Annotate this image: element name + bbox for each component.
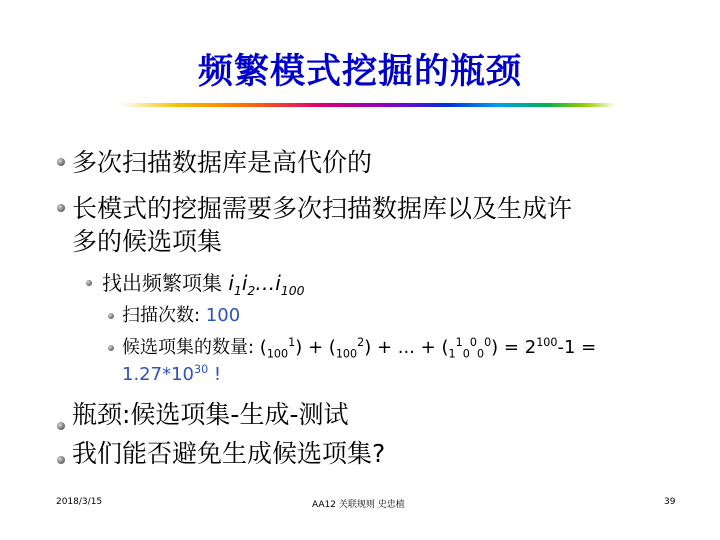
result-mantissa: 1.27*10	[122, 364, 194, 385]
itemset-var: i	[228, 271, 234, 295]
candidate-count-text	[122, 335, 596, 360]
bullet-icon	[57, 158, 65, 166]
bullet-icon	[57, 422, 65, 430]
exponent: 100	[536, 336, 558, 349]
title-rainbow-rule	[120, 103, 616, 107]
binom-k: 2	[357, 336, 365, 349]
plus: +	[302, 337, 329, 358]
scan-count-value: 100	[205, 305, 241, 326]
paren: (	[259, 337, 267, 358]
paren: )	[364, 337, 372, 358]
paren: (	[328, 337, 336, 358]
binom-n: 0	[462, 347, 470, 361]
paren: (	[441, 337, 449, 358]
slide-title: 频繁模式挖掘的瓶颈	[197, 51, 522, 92]
bullet-text-3: 瓶颈:候选项集-生成-测试	[72, 400, 349, 429]
bullet-icon	[57, 204, 65, 212]
binom-k: 0	[484, 336, 492, 349]
itemset-sub: 1	[233, 283, 242, 298]
itemset-var: i	[241, 271, 248, 295]
candidate-count-label: 候选项集的数量:	[122, 337, 260, 358]
itemset-dots: …	[255, 271, 276, 295]
scan-count-label: 扫描次数:	[122, 305, 206, 326]
bullet-text-2-line1: 长模式的挖掘需要多次扫描数据库以及生成许	[72, 194, 573, 223]
bullet-text-2-line2: 多的候选项集	[72, 227, 223, 256]
scan-count-text	[122, 303, 240, 328]
plus-dots: + ... +	[371, 337, 442, 358]
itemset-sub: 100	[280, 283, 305, 298]
bullet-text-4: 我们能否避免生成候选项集?	[72, 439, 386, 468]
result-exponent: 30	[193, 363, 209, 376]
bullet-icon	[108, 345, 114, 351]
binom-k: 1	[288, 336, 296, 349]
binom-k: 0	[469, 336, 477, 349]
paren: )	[491, 337, 499, 358]
footer-center: AA12 关联规则 史忠植	[312, 500, 405, 510]
binom-n: 1	[448, 347, 456, 361]
candidate-count-result	[122, 362, 221, 387]
binom-n: 100	[266, 347, 289, 361]
subbullet-text	[102, 270, 304, 296]
bullet-icon	[57, 456, 65, 464]
bullet-icon	[108, 313, 114, 319]
itemset-var: i	[275, 271, 281, 295]
result-exclaim: !	[208, 364, 222, 385]
minus-one: -1 =	[557, 337, 597, 358]
binom-k: 1	[455, 336, 463, 349]
binom-n: 0	[476, 347, 485, 361]
binom-n: 100	[335, 347, 358, 361]
bullet-icon	[86, 280, 92, 286]
footer-page-number: 39	[664, 497, 676, 507]
footer-date: 2018/3/15	[56, 497, 103, 507]
equals-base: = 2	[498, 337, 537, 358]
bullet-text-1: 多次扫描数据库是高代价的	[72, 148, 373, 177]
paren: )	[295, 337, 303, 358]
subbullet-label: 找出频繁项集	[102, 271, 229, 295]
itemset-sub: 2	[247, 283, 256, 298]
